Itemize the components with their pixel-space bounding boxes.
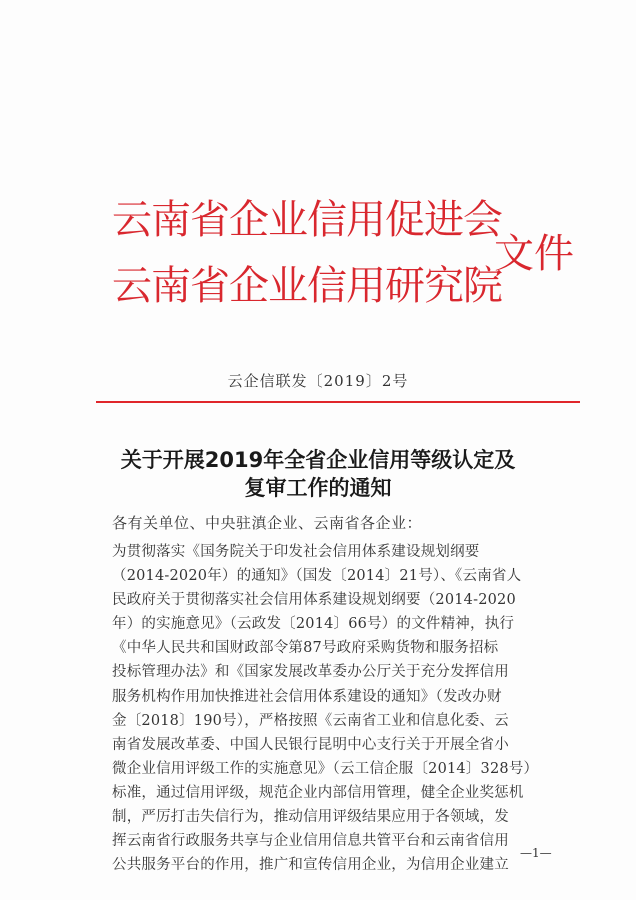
title-line-1: 关于开展2019年全省企业信用等级认定及 (120, 448, 516, 472)
body-line: 标准，通过信用评级，规范企业内部信用管理，健全企业奖惩机 (112, 784, 524, 801)
body-text (112, 540, 582, 877)
issuing-org-2: 云南省企业信用研究院 (112, 263, 502, 309)
body-line: （2014-2020年）的通知》（国发〔2014〕21号）、《云南省人 (112, 568, 522, 585)
body-line: 金〔2018〕190号），严格按照《云南省工业和信息化委、云 (112, 712, 509, 729)
body-line: 民政府关于贯彻落实社会信用体系建设规划纲要（2014-2020 (112, 592, 516, 609)
document-title (0, 446, 636, 502)
body-line: 投标管理办法》和《国家发展改革委办公厅关于充分发挥信用 (112, 664, 509, 681)
body-line: 挥云南省行政服务共享与企业信用信息共管平台和云南省信用 (112, 833, 509, 850)
document-number: 云企信联发〔2019〕2号 (227, 372, 409, 390)
issuing-org-1: 云南省企业信用促进会 (112, 197, 502, 243)
body-line: 微企业信用评级工作的实施意见》（云工信企服〔2014〕328号） (112, 760, 539, 777)
body-line: 年）的实施意见》（云政发〔2014〕66号）的文件精神，执行 (112, 616, 515, 633)
salutation: 各有关单位、中央驻滇企业、云南省各企业： (112, 514, 423, 532)
body-line: 服务机构作用加快推进社会信用体系建设的通知》（发改办财 (112, 688, 502, 705)
document-label: 文件 (494, 231, 574, 277)
body-line: 为贯彻落实《国务院关于印发社会信用体系建设规划纲要 (112, 544, 480, 560)
page-number: —1— (520, 846, 552, 860)
body-line: 制，严厉打击失信行为，推动信用评级结果应用于各领域，发 (112, 809, 509, 826)
header-divider (96, 401, 580, 403)
body-line: 南省发展改革委、中国人民银行昆明中心支行关于开展全省小 (112, 736, 509, 753)
body-line: 公共服务平台的作用，推广和宣传信用企业，为信用企业建立 (112, 857, 509, 874)
document-header (112, 190, 592, 330)
body-line: 《中华人民共和国财政部令第87号政府采购货物和服务招标 (112, 640, 499, 657)
title-line-2: 复审工作的通知 (244, 476, 392, 500)
